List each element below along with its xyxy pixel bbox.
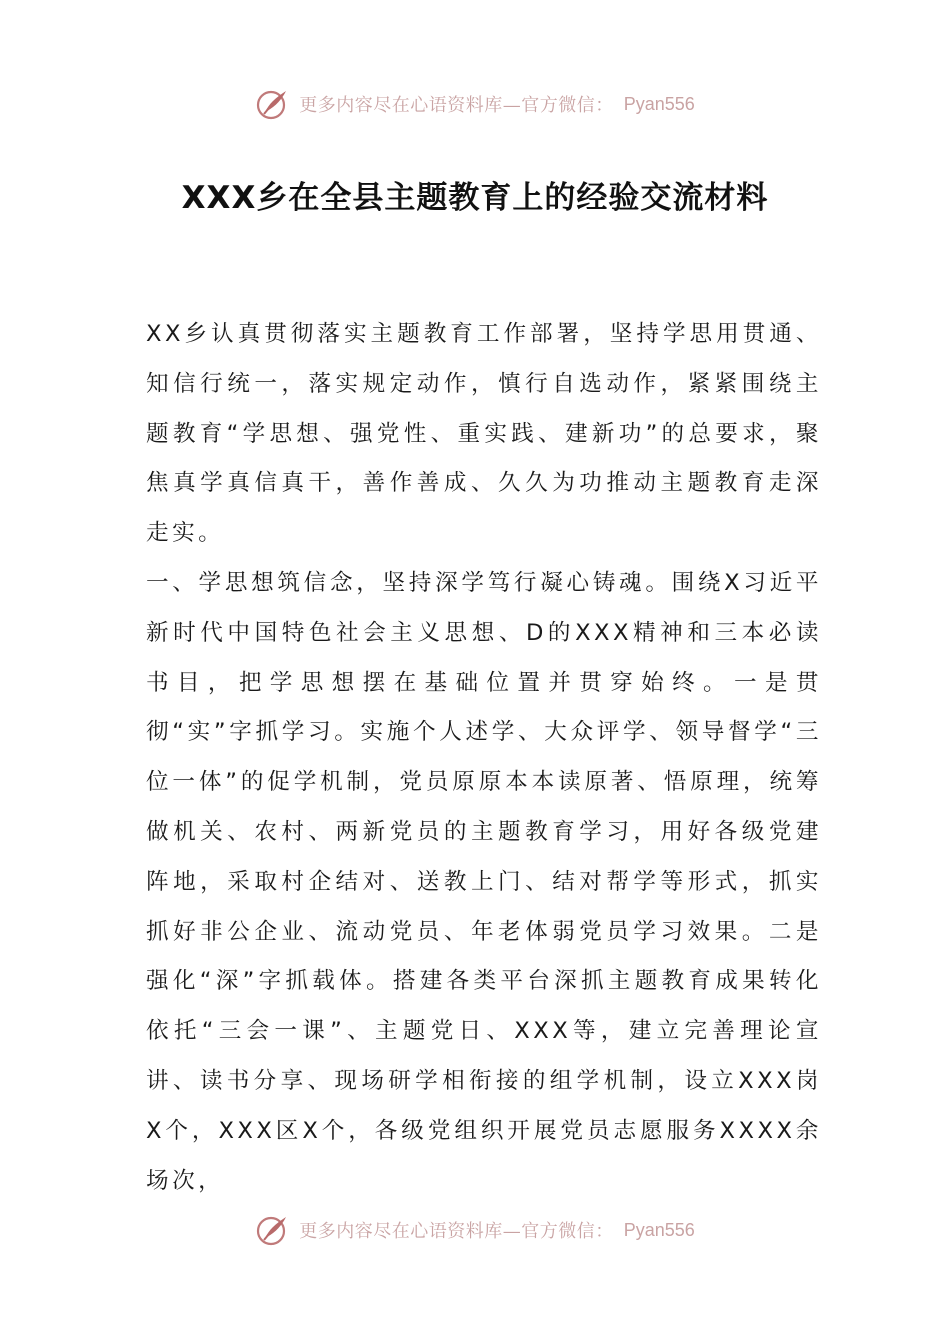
watermark-text: 更多内容尽在心语资料库—官方微信：: [299, 95, 614, 116]
paragraph-intro: XX乡认真贯彻落实主题教育工作部署，坚持学思用贯通、知信行统一，落实规定动作，慎行自选动作，紧紧围绕主题教育“学思想、强党性、重实践、建新功”的总要求，聚焦真学真信真干，善作善成、久久为功推动主题教育走深走实。: [146, 321, 822, 547]
document-title: XXX乡在全县主题教育上的经验交流材料: [181, 180, 769, 216]
watermark-wechat-id: Pyan556: [623, 93, 695, 114]
watermark-wechat-id: Pyan556: [623, 1219, 695, 1240]
quill-logo-icon: [255, 1212, 291, 1248]
document-body: [146, 310, 822, 1206]
paragraph-section-one: 一、学思想筑信念，坚持深学笃行凝心铸魂。围绕X习近平新时代中国特色社会主义思想、D的XXX精神和三本必读书目，把学思想摆在基础位置并贯穿始终。一是贯彻“实”字抓学习。实施个人述学、大众评学、领导督学“三位一体”的促学机制，党员原原本本读原著、悟原理，统筹做机关、农村、两新党员的主题教育学习，用好各级党建阵地，采取村企结对、送教上门、结对帮学等形式，抓实抓好非公企业、流动党员、年老体弱党员学习效果。二是强化“深”字抓载体。搭建各类平台深抓主题教育成果转化依托“三会一课”、主题党日、XXX等，建立完善理论宣讲、读书分享、现场研学相衔接的组学机制，设立XXX岗X个，XXX区X个，各级党组织开展党员志愿服务XXXX余场次，: [146, 569, 822, 1194]
watermark-header: [0, 84, 950, 124]
quill-logo-icon: [255, 86, 291, 122]
watermark-footer: [0, 1210, 950, 1250]
watermark-text: 更多内容尽在心语资料库—官方微信：: [299, 1221, 614, 1242]
